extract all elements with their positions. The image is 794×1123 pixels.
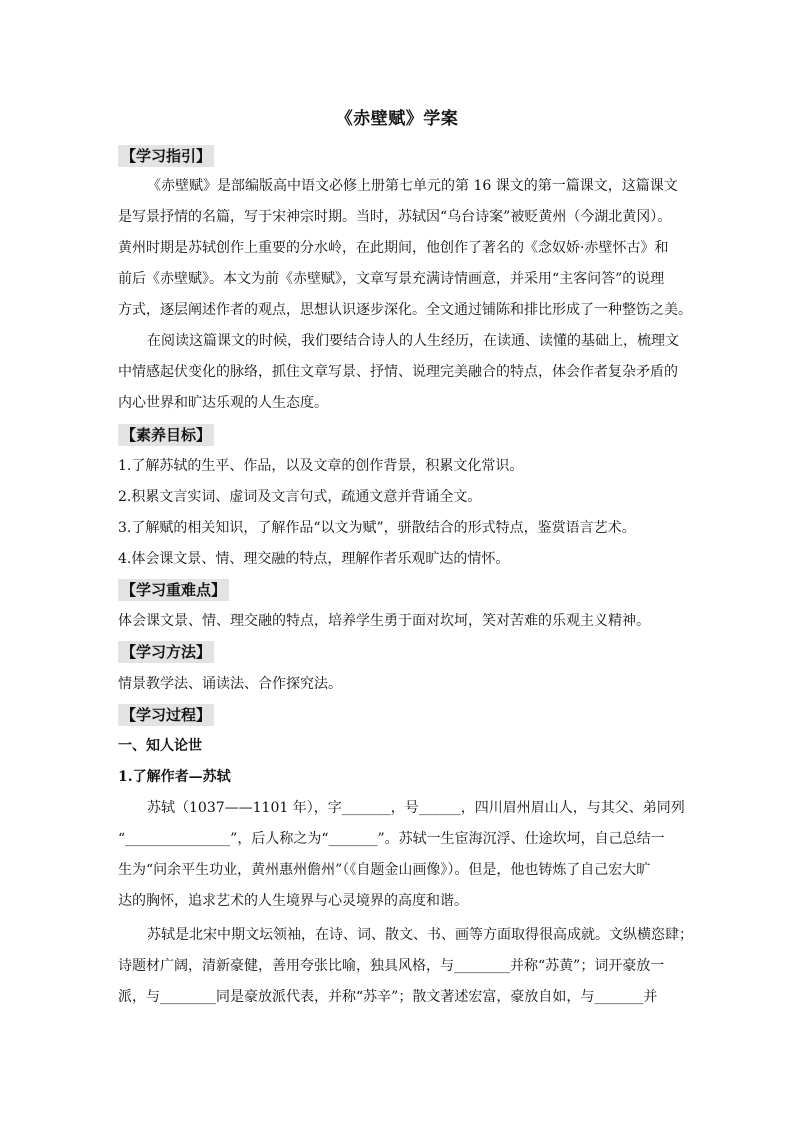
- page-title: 《赤壁赋》学案: [335, 109, 459, 129]
- guide-line: 中情感起伏变化的脉络，抓住文章写景、抒情、说理完美融合的特点，体会作者复杂矛盾的: [118, 364, 678, 380]
- section-heading-process: 【学习过程】: [118, 704, 214, 726]
- key-text: 体会课文景、情、理交融的特点，培养学生勇于面对坎坷，笑对苦难的乐观主义精神。: [118, 613, 650, 629]
- section-heading-guide: 【学习指引】: [118, 145, 214, 167]
- paragraph-line: “_______________”，后人称之为“_______”。苏轼一生宦海沉浮、仕途坎坷，自己总结一: [118, 831, 665, 847]
- guide-line: 方式，逐层阐述作者的观点，思想认识逐步深化。全文通过铺陈和排比形成了一种整饬之美。: [118, 302, 692, 318]
- paragraph-line: 苏轼（1037——1101 年），字_______，号______，四川眉州眉山人，与其父、弟同列: [147, 800, 685, 816]
- paragraph-line: 诗题材广阔，清新豪健，善用夸张比喻，独具风格，与________并称“苏黄”；词开豪放一: [118, 958, 665, 974]
- part-heading: 一、知人论世: [118, 738, 202, 754]
- paragraph-line: 派，与________同是豪放派代表，并称“苏辛”；散文著述宏富，豪放自如，与_______并: [118, 989, 658, 1005]
- goal-item: 3.了解赋的相关知识，了解作品“以文为赋”，骈散结合的形式特点，鉴赏语言艺术。: [118, 520, 636, 536]
- section-heading-key: 【学习重难点】: [118, 579, 229, 601]
- method-text: 情景教学法、诵读法、合作探究法。: [118, 676, 342, 692]
- sub-heading: 1.了解作者—苏轼: [118, 769, 231, 785]
- guide-line: 《赤壁赋》是部编版高中语文必修上册第七单元的第 16 课文的第一篇课文，这篇课文: [147, 178, 678, 194]
- guide-line: 在阅读这篇课文的时候，我们要结合诗人的人生经历，在读通、读懂的基础上，梳理文: [147, 333, 679, 349]
- section-heading-goals: 【素养目标】: [118, 424, 214, 446]
- guide-line: 前后《赤壁赋》。本文为前《赤壁赋》，文章写景充满诗情画意，并采用“主客问答”的说理: [118, 271, 665, 287]
- guide-line: 黄州时期是苏轼创作上重要的分水岭，在此期间，他创作了著名的《念奴娇·赤壁怀古》和: [118, 240, 669, 256]
- goal-item: 4.体会课文景、情、理交融的特点，理解作者乐观旷达的情怀。: [118, 551, 510, 567]
- goal-item: 2.积累文言实词、虚词及文言句式，疏通文意并背诵全文。: [118, 489, 482, 505]
- paragraph-line: 达的胸怀，追求艺术的人生境界与心灵境界的高度和谐。: [118, 893, 468, 909]
- paragraph-line: 生为“问余平生功业，黄州惠州儋州”（《自题金山画像》）。但是，他也铸炼了自己宏大旷: [118, 862, 651, 878]
- section-heading-method: 【学习方法】: [118, 641, 214, 663]
- guide-line: 是写景抒情的名篇，写于宋神宗时期。当时，苏轼因“乌台诗案”被贬黄州（今湖北黄冈）。: [118, 209, 672, 225]
- guide-line: 内心世界和旷达乐观的人生态度。: [118, 395, 328, 411]
- goal-item: 1.了解苏轼的生平、作品，以及文章的创作背景，积累文化常识。: [118, 458, 524, 474]
- paragraph-line: 苏轼是北宋中期文坛领袖，在诗、词、散文、书、画等方面取得很高成就。文纵横恣肆；: [147, 927, 693, 943]
